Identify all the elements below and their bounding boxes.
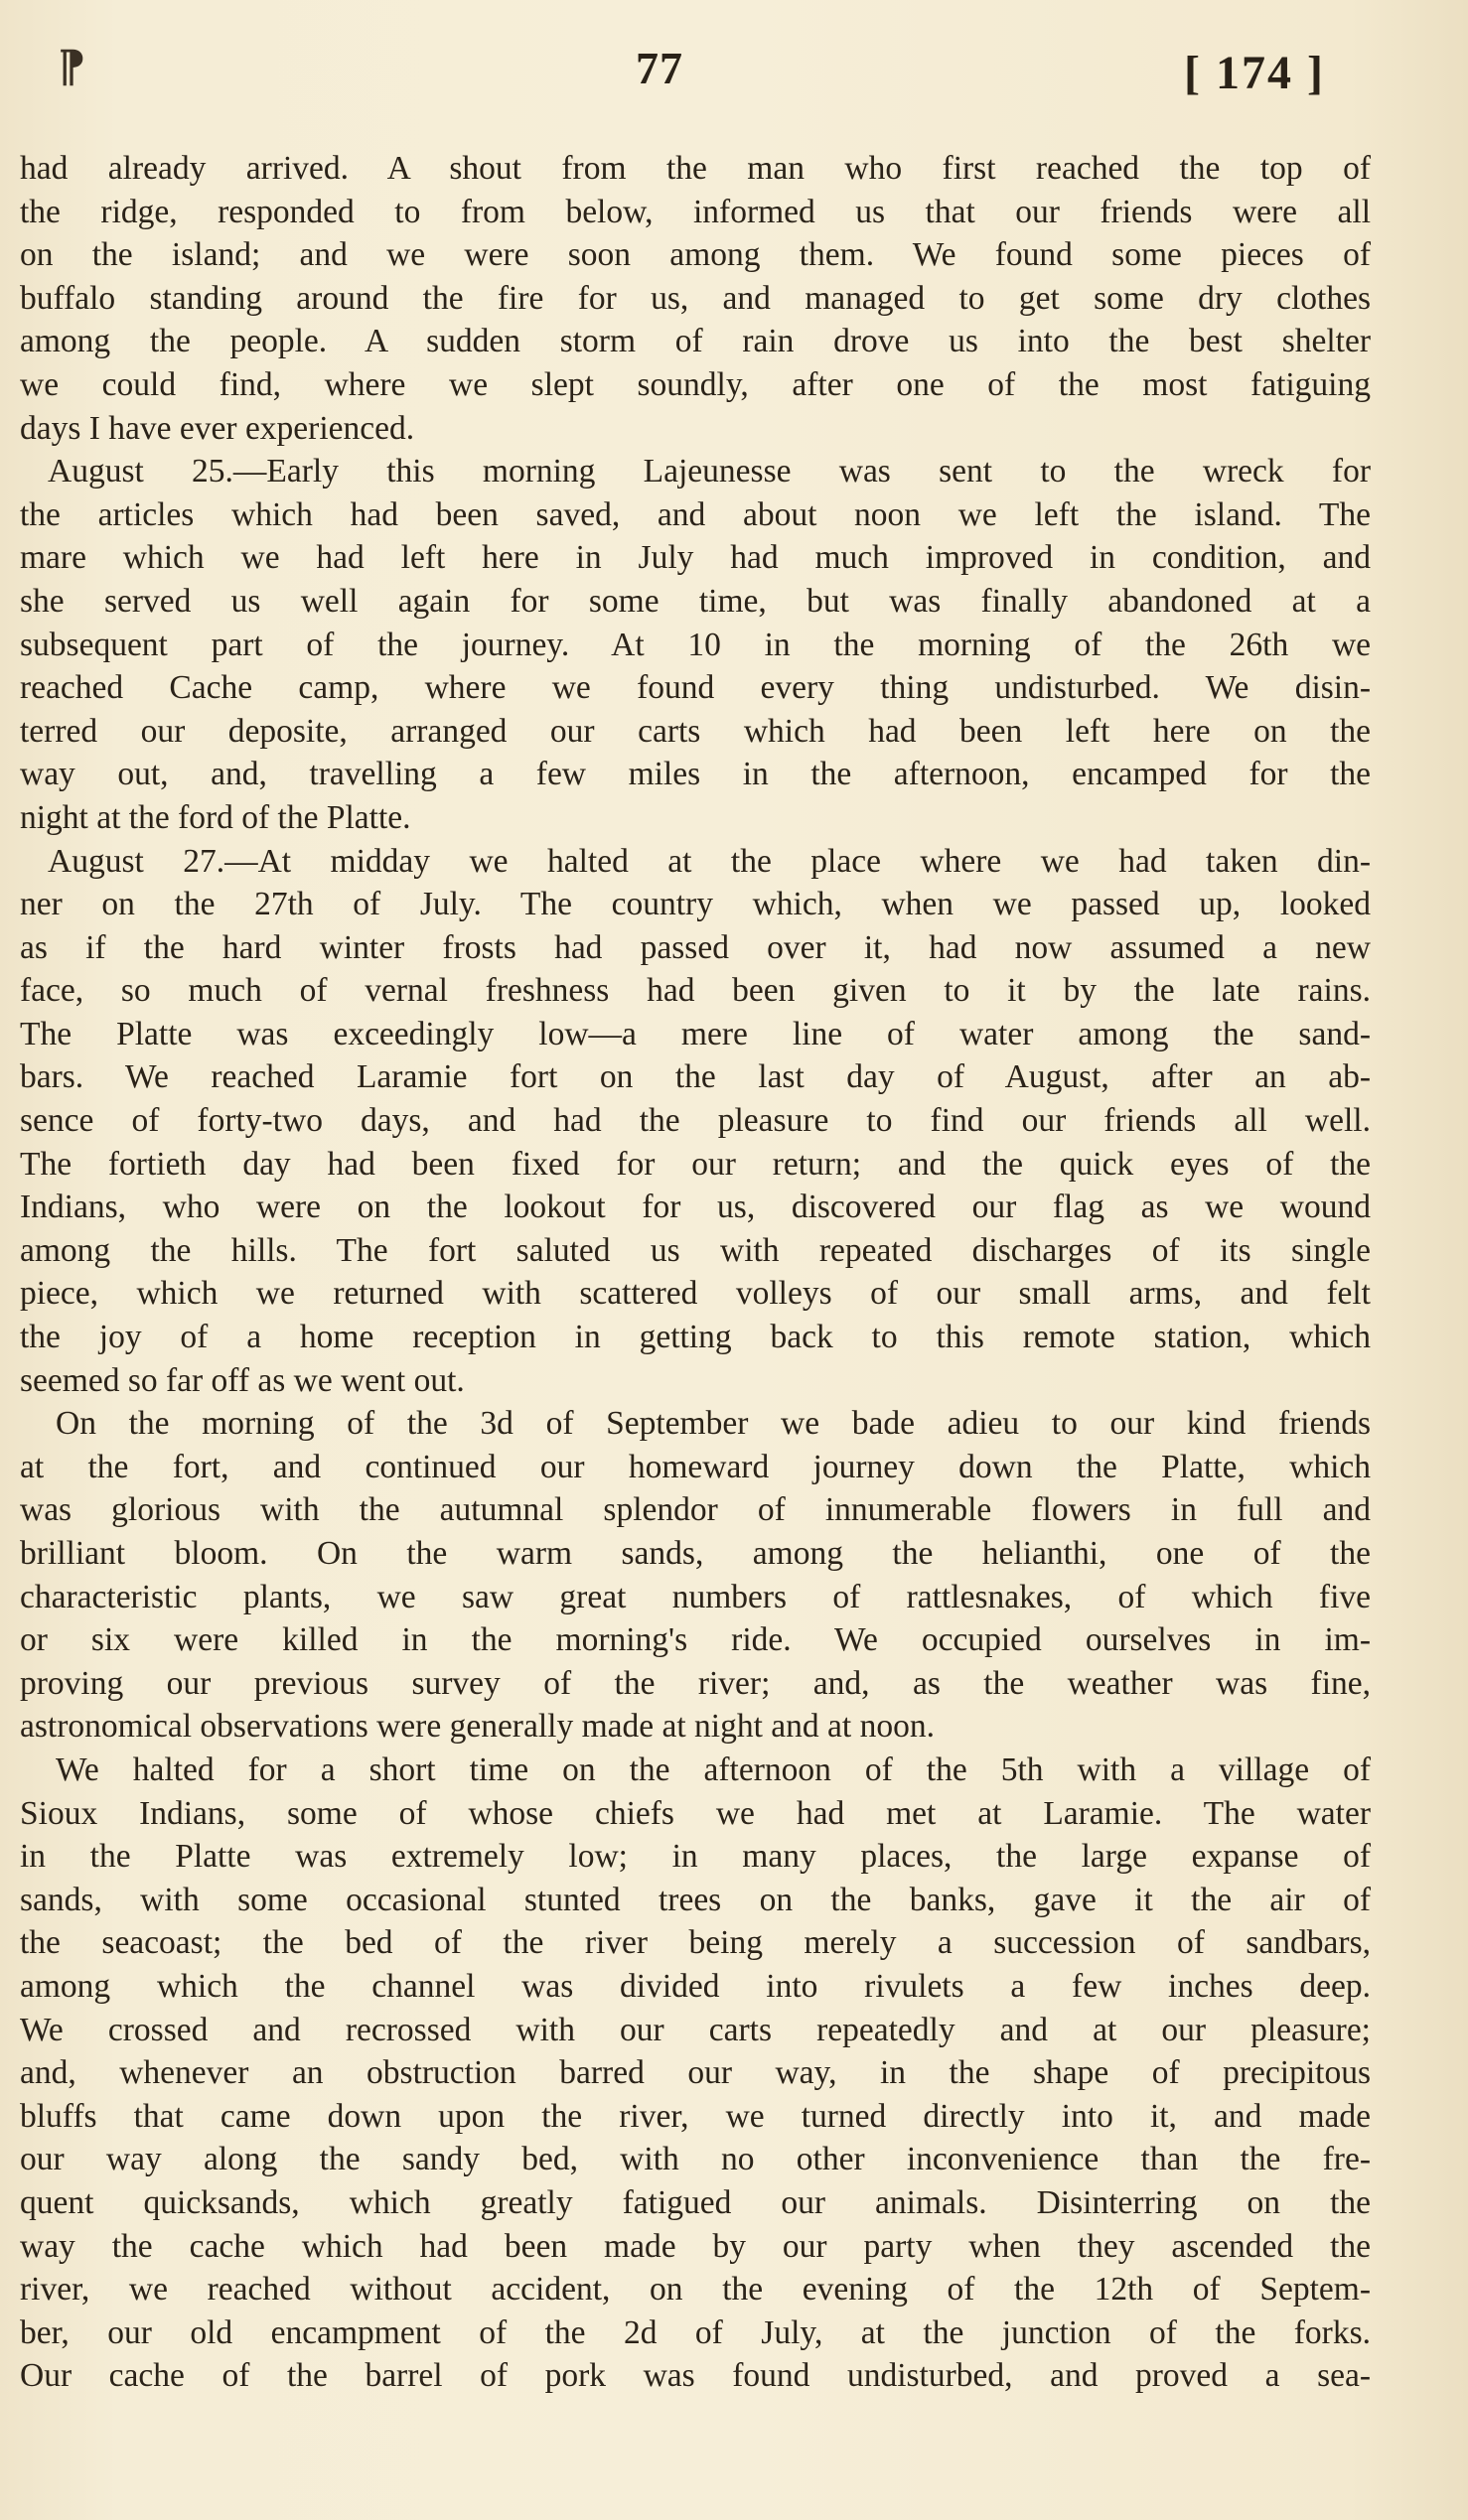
text-line: Our cache of the barrel of pork was found undisturbed, and proved a sea- xyxy=(20,2357,1371,2395)
page-number: 77 xyxy=(636,43,683,93)
text-line: our way along the sandy bed, with no other inconvenience than the fre- xyxy=(20,2141,1371,2178)
text-line: on the island; and we were soon among them. We found some pieces of xyxy=(20,236,1371,274)
text-line: seemed so far off as we went out. xyxy=(20,1361,465,1399)
text-line: at the fort, and continued our homeward journey down the Platte, which xyxy=(20,1448,1371,1485)
text-line: reached Cache camp, where we found every thing undisturbed. We disin- xyxy=(20,669,1371,707)
text-line: buffalo standing around the fire for us, and managed to get some dry clothes xyxy=(20,279,1371,317)
text-line: bluffs that came down upon the river, we turned directly into it, and made xyxy=(20,2097,1371,2135)
text-line: way out, and, travelling a few miles in the afternoon, encamped for the xyxy=(20,756,1371,793)
text-line: the ridge, responded to from below, informed us that our friends were all xyxy=(20,193,1371,230)
text-line: the articles which had been saved, and about noon we left the island. The xyxy=(20,495,1371,533)
text-line: way the cache which had been made by our party when they ascended the xyxy=(20,2227,1371,2265)
text-line: astronomical observations were generally made at night and at noon. xyxy=(20,1708,935,1746)
printer-mark: ⁋ xyxy=(58,43,85,91)
paragraph-start-line: August 27.—At midday we halted at the place where we had taken din- xyxy=(48,842,1371,880)
text-line: had already arrived. A shout from the man who first reached the top of xyxy=(20,150,1371,187)
text-line: as if the hard winter frosts had passed over it, had now assumed a new xyxy=(20,928,1371,966)
text-line: Sioux Indians, some of whose chiefs we had met at Laramie. The water xyxy=(20,1794,1371,1832)
body-text xyxy=(20,147,1371,2398)
text-line: and, whenever an obstruction barred our way, in the shape of precipitous xyxy=(20,2054,1371,2092)
text-line: ber, our old encampment of the 2d of July, at the junction of the forks. xyxy=(20,2313,1371,2351)
paragraph-start-line: August 25.—Early this morning Lajeunesse was sent to the wreck for xyxy=(48,453,1371,490)
text-line: quent quicksands, which greatly fatigued our animals. Disinterring on the xyxy=(20,2183,1371,2221)
text-line: river, we reached without accident, on the evening of the 12th of Septem- xyxy=(20,2271,1371,2309)
text-line: the seacoast; the bed of the river being merely a succession of sandbars, xyxy=(20,1924,1371,1962)
text-line: subsequent part of the journey. At 10 in the morning of the 26th we xyxy=(20,626,1371,663)
text-line: The Platte was exceedingly low—a mere line of water among the sand- xyxy=(20,1015,1371,1052)
text-line: days I have ever experienced. xyxy=(20,409,415,447)
text-line: among the hills. The fort saluted us with repeated discharges of its single xyxy=(20,1231,1371,1269)
text-line: Indians, who were on the lookout for us, discovered our flag as we wound xyxy=(20,1189,1371,1226)
text-line: face, so much of vernal freshness had been given to it by the late rains. xyxy=(20,972,1371,1010)
document-number: [ 174 ] xyxy=(1184,47,1325,99)
paragraph-start-line: On the morning of the 3d of September we bade adieu to our kind friends xyxy=(56,1405,1371,1443)
text-line: among which the channel was divided into rivulets a few inches deep. xyxy=(20,1967,1371,2005)
text-line: bars. We reached Laramie fort on the last day of August, after an ab- xyxy=(20,1058,1371,1096)
text-line: in the Platte was extremely low; in many places, the large expanse of xyxy=(20,1838,1371,1876)
text-line: ner on the 27th of July. The country which, when we passed up, looked xyxy=(20,886,1371,923)
text-line: mare which we had left here in July had much improved in condition, and xyxy=(20,539,1371,577)
text-line: or six were killed in the morning's ride. We occupied ourselves in im- xyxy=(20,1621,1371,1659)
text-line: brilliant bloom. On the warm sands, among the helianthi, one of the xyxy=(20,1535,1371,1572)
text-line: characteristic plants, we saw great numbers of rattlesnakes, of which five xyxy=(20,1578,1371,1615)
page-header xyxy=(0,40,1468,109)
text-line: The fortieth day had been fixed for our return; and the quick eyes of the xyxy=(20,1145,1371,1183)
text-line: the joy of a home reception in getting back to this remote station, which xyxy=(20,1319,1371,1356)
paragraph-start-line: We halted for a short time on the afternoon of the 5th with a village of xyxy=(56,1750,1371,1788)
text-line: we could find, where we slept soundly, after one of the most fatiguing xyxy=(20,365,1371,403)
text-line: she served us well again for some time, but was finally abandoned at a xyxy=(20,582,1371,620)
text-line: night at the ford of the Platte. xyxy=(20,798,411,836)
text-line: sands, with some occasional stunted trees on the banks, gave it the air of xyxy=(20,1881,1371,1918)
text-line: sence of forty-two days, and had the pleasure to find our friends all well. xyxy=(20,1102,1371,1140)
text-line: terred our deposite, arranged our carts which had been left here on the xyxy=(20,712,1371,750)
text-line: was glorious with the autumnal splendor of innumerable flowers in full and xyxy=(20,1491,1371,1529)
text-line: proving our previous survey of the river; and, as the weather was fine, xyxy=(20,1664,1371,1702)
text-line: We crossed and recrossed with our carts repeatedly and at our pleasure; xyxy=(20,2011,1371,2048)
text-line: among the people. A sudden storm of rain drove us into the best shelter xyxy=(20,323,1371,360)
text-line: piece, which we returned with scattered volleys of our small arms, and felt xyxy=(20,1275,1371,1313)
